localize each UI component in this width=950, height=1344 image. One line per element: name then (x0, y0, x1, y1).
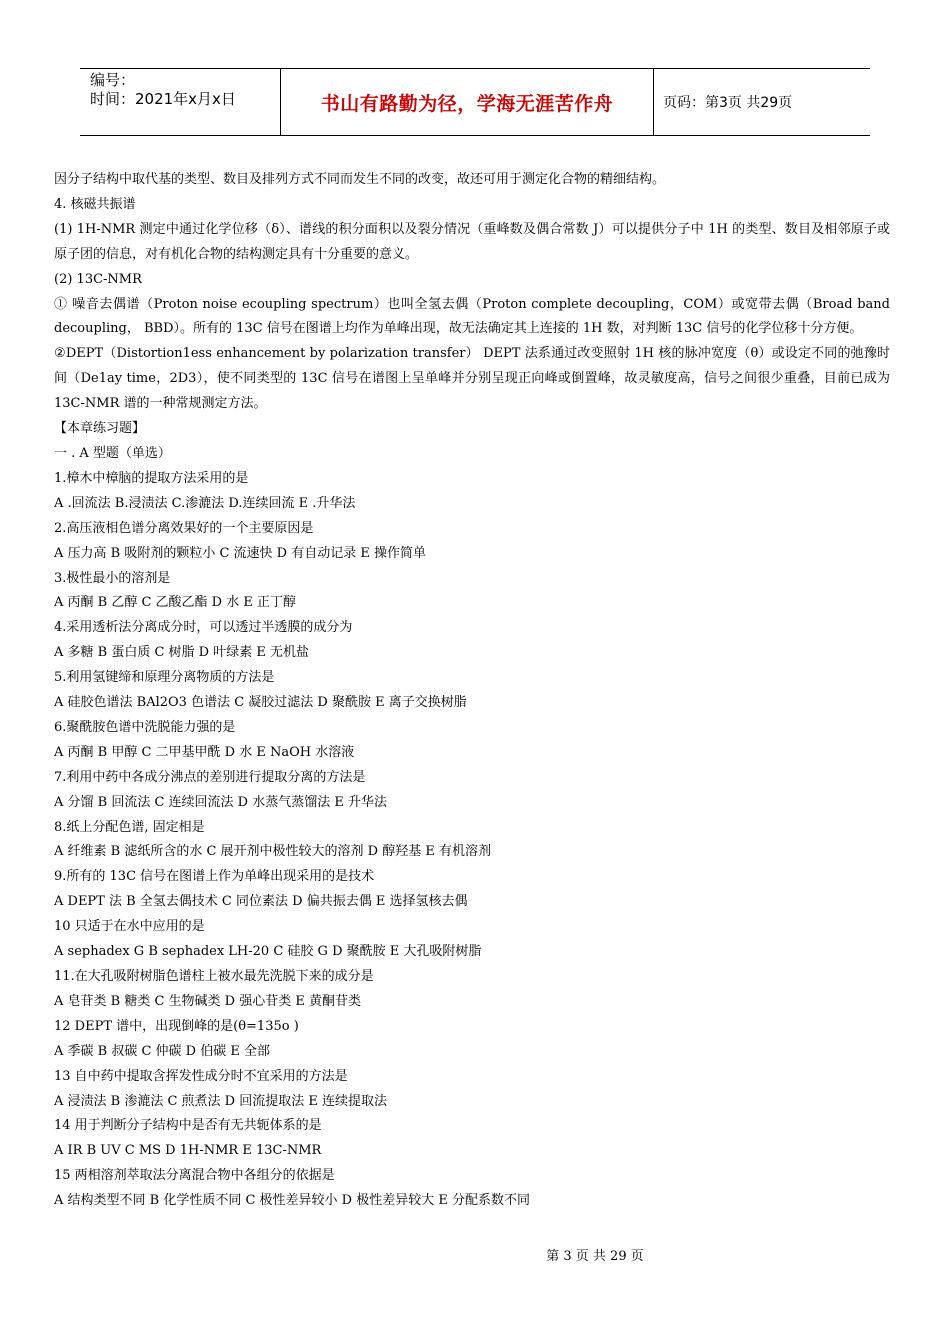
document-body (54, 168, 890, 1214)
question: 6.聚酰胺色谱中洗脱能力强的是 (54, 719, 236, 735)
answer-options: A 多糖 B 蛋白质 C 树脂 D 叶绿素 E 无机盐 (54, 645, 309, 661)
question: 15 两相溶剂萃取法分离混合物中各组分的依据是 (54, 1168, 335, 1184)
question: 9.所有的 13C 信号在图谱上作为单峰出现采用的是技术 (54, 869, 375, 885)
question: 12 DEPT 谱中，出现倒峰的是(θ=135o ) (54, 1018, 299, 1034)
page-footer: 第 3 页 共 29 页 (546, 1249, 644, 1264)
answer-options: A 丙酮 B 乙醇 C 乙酸乙酯 D 水 E 正丁醇 (54, 595, 296, 611)
document-number-label: 编号： (90, 71, 136, 89)
question: 7.利用中药中各成分沸点的差别进行提取分离的方法是 (54, 769, 366, 785)
question: 5.利用氢键缔和原理分离物质的方法是 (54, 670, 275, 686)
question: 2.高压液相色谱分离效果好的一个主要原因是 (54, 520, 314, 536)
question: 14 用于判断分子结构中是否有无共轭体系的是 (54, 1118, 322, 1134)
answer-options: A 结构类型不同 B 化学性质不同 C 极性差异较小 D 极性差异较大 E 分配系数不同 (54, 1193, 530, 1209)
answer-options: A 硅胶色谱法 BAl2O3 色谱法 C 凝胶过滤法 D 聚酰胺 E 离子交换树脂 (54, 695, 467, 711)
question: 13 自中药中提取含挥发性成分时不宜采用的方法是 (54, 1068, 348, 1084)
subsection-heading-13c-nmr: (2) 13C-NMR (54, 271, 142, 287)
question: 11.在大孔吸附树脂色谱柱上被水最先洗脱下来的成分是 (54, 969, 374, 984)
question: 1.樟木中樟脑的提取方法采用的是 (54, 470, 249, 486)
question: 10 只适于在水中应用的是 (54, 919, 205, 935)
answer-options: A sephadex G B sephadex LH-20 C 硅胶 G D 聚酰胺 E 大孔吸附树脂 (54, 944, 482, 960)
document-date: 时间：2021年x月x日 (90, 90, 236, 108)
header-page-number: 页码：第3页 共29页 (663, 95, 793, 111)
paragraph-dept: ②DEPT（Distortion1ess enhancement by polarization transfer） DEPT 法系通过改变照射 1H 核的脉冲宽度（θ）或设定不同的弛豫时间（De1ay time，2D3），使不同类型的 13C 信号在谱图上呈单峰并分别呈现正向峰或倒置峰，故灵敏度高，信号之间很少重叠，目前已成为 13C-NMR 谱的一种常规测定方法。 (54, 346, 890, 412)
paragraph-bbd: ① 噪音去偶谱（Proton noise ecoupling spectrum）也叫全氢去偶（Proton complete decoupling，COM）或宽带去偶（Broad band decoupling， BBD）。所有的 13C 信号在图谱上均作为单峰出现，故无法确定其上连接的 1H 数，对判断 13C 信号的化学位移十分方便。 (54, 296, 890, 337)
answer-options: A 丙酮 B 甲醇 C 二甲基甲酰 D 水 E NaOH 水溶液 (54, 744, 355, 760)
section-heading-nmr: 4. 核磁共振谱 (54, 196, 136, 212)
answer-options: A 分馏 B 回流法 C 连续回流法 D 水蒸气蒸馏法 E 升华法 (54, 794, 387, 810)
answer-options: A 皂苷类 B 糖类 C 生物碱类 D 强心苷类 E 黄酮苷类 (54, 993, 361, 1009)
answer-options: A DEPT 法 B 全氢去偶技术 C 同位素法 D 偏共振去偶 E 选择氢核去偶 (54, 894, 468, 910)
answer-options: A 压力高 B 吸附剂的颗粒小 C 流速快 D 有自动记录 E 操作简单 (54, 545, 426, 561)
header-meta (80, 69, 281, 135)
paragraph-1h-nmr: (1) 1H-NMR 测定中通过化学位移（δ）、谱线的积分面积以及裂分情况（重峰数及偶合常数 J）可以提供分子中 1H 的类型、数目及相邻原子或原子团的信息，对有机化合物的结构测定具有十分重要的意义。 (54, 221, 890, 262)
answer-options: A .回流法 B.浸渍法 C.渗漉法 D.连续回流 E .升华法 (54, 495, 356, 511)
question-type-heading: 一 . A 型题（单选） (54, 445, 171, 461)
answer-options: A 纤维素 B 滤纸所含的水 C 展开剂中极性较大的溶剂 D 醇羟基 E 有机溶剂 (54, 844, 491, 860)
answer-options: A 季碳 B 叔碳 C 仲碳 D 伯碳 E 全部 (54, 1043, 270, 1059)
answer-options: A 浸渍法 B 渗漉法 C 煎煮法 D 回流提取法 E 连续提取法 (54, 1093, 387, 1109)
question: 4.采用透析法分离成分时，可以透过半透膜的成分为 (54, 620, 353, 636)
question: 8.纸上分配色谱, 固定相是 (54, 819, 205, 835)
page-header (80, 68, 870, 136)
answer-options: A IR B UV C MS D 1H-NMR E 13C-NMR (54, 1143, 322, 1159)
header-motto: 书山有路勤为径，学海无涯苦作舟 (281, 69, 654, 135)
paragraph-intro: 因分子结构中取代基的类型、数目及排列方式不同而发生不同的改变，故还可用于测定化合物的精细结构。 (54, 172, 666, 187)
question: 3.极性最小的溶剂是 (54, 570, 171, 586)
exercise-heading: 【本章练习题】 (54, 421, 146, 437)
